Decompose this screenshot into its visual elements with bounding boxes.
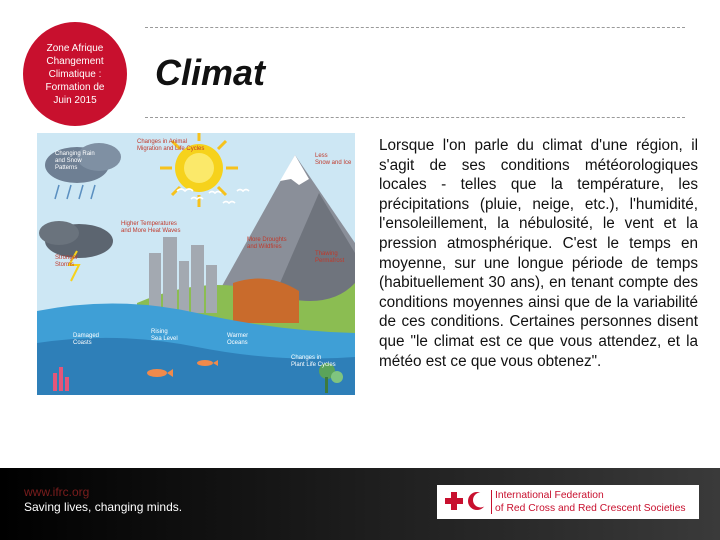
course-badge — [23, 22, 127, 126]
label-sea-level: Rising Sea Level — [151, 329, 178, 342]
label-animal-migration: Changes in Animal Migration and Life Cycles — [137, 139, 205, 152]
footer-bar — [0, 468, 720, 540]
label-rain-snow: Changing Rain and Snow Patterns — [55, 151, 95, 171]
illustration-canvas — [37, 133, 355, 395]
footer-url-link[interactable]: www.ifrc.org — [24, 485, 90, 499]
label-storms: Stronger Storms — [55, 255, 79, 268]
label-droughts: More Droughts and Wildfires — [247, 237, 287, 250]
title-rule-top — [145, 27, 685, 28]
slide-body-text: Lorsque l'on parle du climat d'une région, il s'agit de ses conditions météorologiques locales - telles que la température, les précipitations (pluie, neige, etc.), l'humidité, l'ensoleillement, la nébulosité, le vent et la pression atmosphérique. C'est le temps en moyenne, sur une longue période de temps (habituellement 30 ans), en tenant compte des conditions moyennes ainsi que de la variabilité de ces conditions. Certaines personnes disent que "le climat est ce que vous attendez, et la météo est ce que vous obtenez". — [379, 137, 698, 370]
title-rule-bottom — [145, 117, 685, 118]
logo-divider — [491, 490, 492, 514]
badge-text: Zone Afrique Changement Climatique : Formation de Juin 2015 — [45, 42, 105, 106]
label-permafrost: Thawing Permafrost — [315, 251, 345, 264]
label-oceans: Warmer Oceans — [227, 333, 249, 346]
label-temperatures: Higher Temperatures and More Heat Waves — [121, 221, 181, 234]
red-crescent-icon — [467, 491, 487, 511]
climate-change-illustration — [37, 133, 355, 395]
label-plant-life: Changes in Plant Life Cycles — [291, 355, 336, 368]
ifrc-logo — [437, 485, 699, 519]
footer-tagline: Saving lives, changing minds. — [24, 500, 183, 514]
ifrc-org-name: International Federation of Red Cross and Red Crescent Societies — [495, 490, 686, 514]
label-snow-ice: Less Snow and Ice — [315, 153, 352, 166]
red-cross-icon — [444, 491, 464, 511]
slide-title: Climat — [155, 52, 266, 93]
label-coasts: Damaged Coasts — [73, 333, 100, 346]
